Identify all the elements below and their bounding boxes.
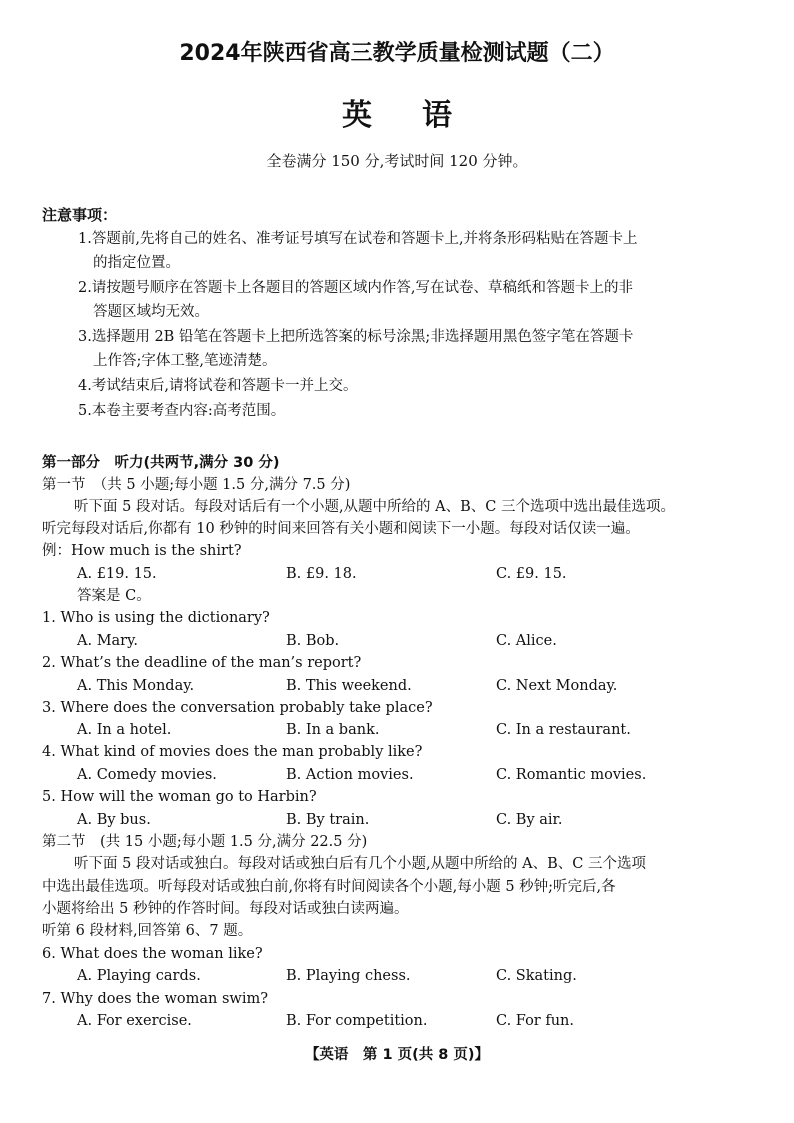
option-6b: B. Playing chess. <box>286 968 411 984</box>
exam-title: 2024年陕西省高三教学质量检测试题（二） <box>179 41 615 66</box>
section2-instruction: 中选出最佳选项。听每段对话或独白前,你将有时间阅读各个小题,每小题 5 秒钟;听完后,各 <box>42 879 616 895</box>
example-answer: 答案是 C。 <box>77 588 151 604</box>
score-time-note: 全卷满分 150 分,考试时间 120 分钟。 <box>266 152 528 170</box>
example-question: 例：How much is the shirt? <box>42 543 242 559</box>
notice-line: 1.答题前,先将自己的姓名、准考证号填写在试卷和答题卡上,并将条形码粘贴在答题卡上 <box>78 231 638 247</box>
option-1c: C. Alice. <box>496 633 557 649</box>
option-5b: B. By train. <box>286 812 370 828</box>
option-6a: A. Playing cards. <box>77 968 201 984</box>
option-3a: A. In a hotel. <box>77 722 172 738</box>
notice-line: 5.本卷主要考查内容:高考范围。 <box>78 403 286 419</box>
example-option-b: B. £9. 18. <box>286 566 357 582</box>
part1-heading: 第一部分 听力(共两节,满分 30 分) <box>42 455 280 471</box>
option-7b: B. For competition. <box>286 1013 428 1029</box>
material-instruction: 听第 6 段材料,回答第 6、7 题。 <box>42 923 253 939</box>
option-4c: C. Romantic movies. <box>496 767 647 783</box>
option-1a: A. Mary. <box>77 633 138 649</box>
notice-line: 4.考试结束后,请将试卷和答题卡一并上交。 <box>78 378 358 394</box>
notice-line: 的指定位置。 <box>93 255 180 271</box>
example-option-a: A. £19. 15. <box>77 566 157 582</box>
notice-heading: 注意事项： <box>42 206 118 224</box>
question-3: 3. Where does the conversation probably take place? <box>42 700 433 716</box>
page-footer: 【英语 第 1 页(共 8 页)】 <box>304 1047 490 1063</box>
option-7c: C. For fun. <box>496 1013 574 1029</box>
option-2b: B. This weekend. <box>286 678 412 694</box>
section1-heading: 第一节 （共 5 小题;每小题 1.5 分,满分 7.5 分) <box>42 477 351 493</box>
section1-instruction: 听完每段对话后,你都有 10 秒钟的时间来回答有关小题和阅读下一小题。每段对话仅读一遍。 <box>42 521 640 537</box>
notice-line: 上作答;字体工整,笔迹清楚。 <box>93 353 277 369</box>
option-7a: A. For exercise. <box>77 1013 192 1029</box>
option-3b: B. In a bank. <box>286 722 380 738</box>
option-5c: C. By air. <box>496 812 563 828</box>
question-5: 5. How will the woman go to Harbin? <box>42 789 317 805</box>
option-6c: C. Skating. <box>496 968 577 984</box>
notice-line: 答题区域均无效。 <box>93 304 209 320</box>
option-3c: C. In a restaurant. <box>496 722 631 738</box>
example-option-c: C. £9. 15. <box>496 566 567 582</box>
notice-line: 2.请按题号顺序在答题卡上各题目的答题区域内作答,写在试卷、草稿纸和答题卡上的非 <box>78 280 633 296</box>
question-7: 7. Why does the woman swim? <box>42 991 268 1007</box>
section2-heading: 第二节 (共 15 小题;每小题 1.5 分,满分 22.5 分) <box>42 834 368 850</box>
section2-instruction: 小题将给出 5 秒钟的作答时间。每段对话或独白读两遍。 <box>42 901 409 917</box>
subject-title: 英语 <box>342 98 502 133</box>
notice-line: 3.选择题用 2B 铅笔在答题卡上把所选答案的标号涂黑;非选择题用黑色签字笔在答题卡 <box>78 329 634 345</box>
option-2c: C. Next Monday. <box>496 678 618 694</box>
option-5a: A. By bus. <box>77 812 151 828</box>
option-4a: A. Comedy movies. <box>77 767 217 783</box>
option-4b: B. Action movies. <box>286 767 414 783</box>
question-2: 2. What’s the deadline of the man’s report? <box>42 655 362 671</box>
question-1: 1. Who is using the dictionary? <box>42 610 270 626</box>
section1-instruction: 听下面 5 段对话。每段对话后有一个小题,从题中所给的 A、B、C 三个选项中选出最佳选项。 <box>74 499 675 515</box>
option-1b: B. Bob. <box>286 633 340 649</box>
question-4: 4. What kind of movies does the man probably like? <box>42 744 423 760</box>
section2-instruction: 听下面 5 段对话或独白。每段对话或独白后有几个小题,从题中所给的 A、B、C 三个选项 <box>74 856 646 872</box>
option-2a: A. This Monday. <box>77 678 195 694</box>
question-6: 6. What does the woman like? <box>42 946 263 962</box>
